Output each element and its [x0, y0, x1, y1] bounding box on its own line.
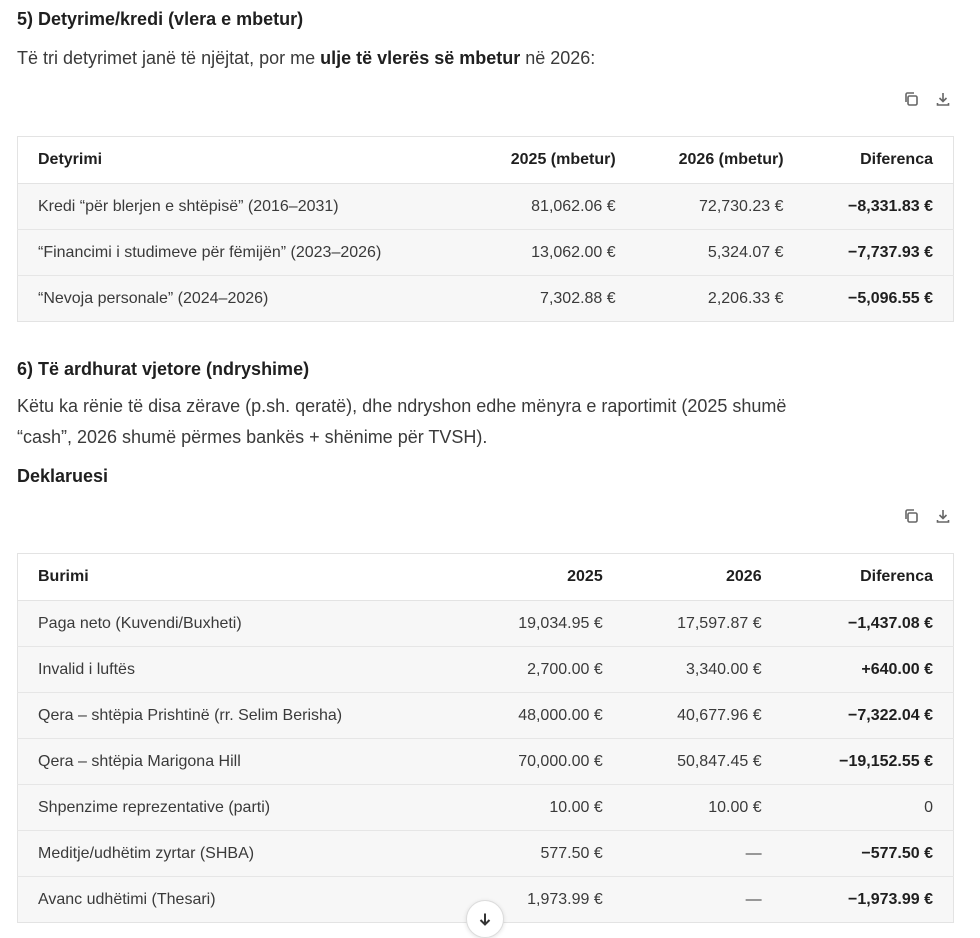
column-header: Detyrimi: [18, 137, 477, 184]
table-cell: 5,324.07 €: [636, 230, 804, 276]
table-cell: 70,000.00 €: [477, 739, 623, 785]
section-5-intro: [17, 43, 595, 74]
table-cell: Kredi “për blerjen e shtëpisë” (2016–2031): [18, 184, 477, 230]
table-cell: 13,062.00 €: [477, 230, 636, 276]
table-cell: 3,340.00 €: [623, 647, 782, 693]
table-cell: 50,847.45 €: [623, 739, 782, 785]
table-cell: 72,730.23 €: [636, 184, 804, 230]
table-cell: −8,331.83 €: [804, 184, 954, 230]
intro-text-pre: Të tri detyrimet janë të njëjtat, por me: [17, 48, 321, 68]
column-header: 2026 (mbetur): [636, 137, 804, 184]
table-cell: −7,737.93 €: [804, 230, 954, 276]
table-2-toolbar: [902, 507, 954, 525]
table-cell: Qera – shtëpia Prishtinë (rr. Selim Berisha): [18, 693, 477, 739]
scroll-to-bottom-button[interactable]: [466, 900, 504, 938]
table-cell: Meditje/udhëtim zyrtar (SHBA): [18, 831, 477, 877]
table-cell: 48,000.00 €: [477, 693, 623, 739]
table-cell: 17,597.87 €: [623, 601, 782, 647]
section-6-heading: 6) Të ardhurat vjetore (ndryshime): [17, 359, 310, 379]
table-row: [18, 647, 954, 693]
copy-icon[interactable]: [902, 90, 920, 108]
table-cell: 1,973.99 €: [477, 877, 623, 923]
column-header: Diferenca: [782, 554, 954, 601]
column-header: 2025: [477, 554, 623, 601]
table-cell: “Nevoja personale” (2024–2026): [18, 276, 477, 322]
table-cell: Qera – shtëpia Marigona Hill: [18, 739, 477, 785]
table-cell: Shpenzime reprezentative (parti): [18, 785, 477, 831]
table-cell: −5,096.55 €: [804, 276, 954, 322]
table-cell: −7,322.04 €: [782, 693, 954, 739]
table-cell: 19,034.95 €: [477, 601, 623, 647]
liabilities-table: [17, 136, 954, 322]
section-6-text-line-1: Këtu ka rënie të disa zërave (p.sh. qeratë), dhe ndryshon edhe mënyra e raportimit (2025 shumë: [17, 396, 787, 416]
column-header: Burimi: [18, 554, 477, 601]
column-header: 2025 (mbetur): [477, 137, 636, 184]
table-cell: 2,700.00 €: [477, 647, 623, 693]
table-cell: −577.50 €: [782, 831, 954, 877]
table-row: [18, 831, 954, 877]
table-cell: 81,062.06 €: [477, 184, 636, 230]
table-cell: Avanc udhëtimi (Thesari): [18, 877, 477, 923]
income-table: [17, 553, 954, 923]
table-row: [18, 184, 954, 230]
column-header: 2026: [623, 554, 782, 601]
download-icon[interactable]: [934, 507, 952, 525]
table-cell: 2,206.33 €: [636, 276, 804, 322]
table-row: [18, 785, 954, 831]
table-row: [18, 739, 954, 785]
table-row: [18, 230, 954, 276]
table-cell: 10.00 €: [623, 785, 782, 831]
table-cell: “Financimi i studimeve për fëmijën” (2023–2026): [18, 230, 477, 276]
table-cell: −1,437.08 €: [782, 601, 954, 647]
table-cell: +640.00 €: [782, 647, 954, 693]
table-cell: 40,677.96 €: [623, 693, 782, 739]
section-6-text-line-2: “cash”, 2026 shumë përmes bankës + shënime për TVSH).: [17, 427, 488, 447]
section-5-heading: 5) Detyrime/kredi (vlera e mbetur): [17, 9, 304, 29]
table-cell: —: [623, 877, 782, 923]
table-cell: −19,152.55 €: [782, 739, 954, 785]
table-cell: 7,302.88 €: [477, 276, 636, 322]
download-icon[interactable]: [934, 90, 952, 108]
table-header-row: [18, 137, 954, 184]
table-cell: Paga neto (Kuvendi/Buxheti): [18, 601, 477, 647]
table-cell: 577.50 €: [477, 831, 623, 877]
table-cell: −1,973.99 €: [782, 877, 954, 923]
table-cell: 0: [782, 785, 954, 831]
column-header: Diferenca: [804, 137, 954, 184]
arrow-down-icon: [477, 911, 493, 927]
table-cell: —: [623, 831, 782, 877]
table-1-toolbar: [902, 90, 954, 108]
intro-text-post: në 2026:: [520, 48, 596, 68]
table-cell: Invalid i luftës: [18, 647, 477, 693]
declarant-subheading: Deklaruesi: [17, 466, 109, 486]
table-cell: 10.00 €: [477, 785, 623, 831]
table-row: [18, 601, 954, 647]
intro-text-bold: ulje të vlerës së mbetur: [320, 48, 521, 68]
table-row: [18, 693, 954, 739]
table-header-row: [18, 554, 954, 601]
table-row: [18, 276, 954, 322]
copy-icon[interactable]: [902, 507, 920, 525]
